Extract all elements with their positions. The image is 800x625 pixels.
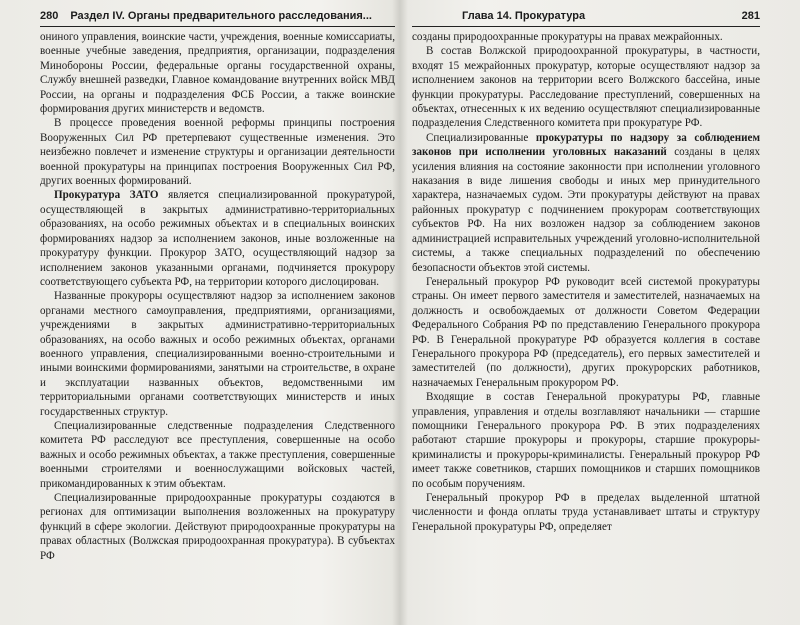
paragraph xyxy=(412,390,760,491)
bold-term: прокуратуры по надзору за соблюдением законов при исполнении уголовных наказаний xyxy=(412,131,760,159)
text-run: Специализированные следственные подразделения Следственного комитета РФ расследуют все преступления, совершенные на особо важных и особо режимных объектах, а также преступления, совершенные военными строителями и военнослужащими войсковых частей, прикомандированных к этим объектам. xyxy=(40,419,395,490)
left-page-number: 280 xyxy=(40,10,59,22)
paragraph xyxy=(412,275,760,390)
text-run: созданы в целях усиления влияния на состояние законности при исполнении уголовного наказания в виде лишения свободы и иных мер принудительного характера, назначаемых судом. Эти прокуратуры действуют на правах районных прокуратур с подчинением прокурорам соответствующих субъектов РФ. На них возложен надзор за соблюдением законов администрацией исправительных учреждений уголовно-исполнительной системы, а также специальных подразделений по обеспечению безопасности объектов этой системы. xyxy=(412,146,760,274)
text-run: Специализированные природоохранные прокуратуры создаются в регионах для оптимизации выполнения возложенных на прокуратуру функций в сфере экологии. Действуют природоохранные прокуратуры на правах областных (Волжская природоохранная прокуратура). В субъектах РФ xyxy=(40,492,395,562)
text-run: Входящие в состав Генеральной прокуратуры РФ, главные управления, управления и отделы возглавляют начальники — старшие помощники Генерального прокурора РФ. В этих подразделениях работают старшие прокуроры и прокуроры, старшие прокуроры-криминалисты и прокуроры-криминалисты. Генеральный прокурор РФ имеет также советников, старших помощников и старших помощников по особым поручениям. xyxy=(412,391,760,490)
paragraph xyxy=(412,44,760,130)
right-page xyxy=(412,6,760,621)
paragraph xyxy=(40,491,395,563)
paragraph xyxy=(40,289,395,419)
left-running-head: Раздел IV. Органы предварительного расследования... xyxy=(70,10,372,22)
right-page-number: 281 xyxy=(741,10,760,22)
text-run: ониного управления, воинские части, учреждения, военные комиссариаты, военные учебные заведения, предприятия, организации, подразделения Минобороны России, федеральные органы государственной охраны, Службу внешней разведки, Главное командование внутренних войск МВД России, на органы и подразделения ФСБ России, а также воинские формирования других министерств и ведомств. xyxy=(40,31,395,116)
text-run: Специализированные xyxy=(426,131,536,144)
paragraph xyxy=(40,419,395,491)
paragraph xyxy=(40,116,395,188)
paragraph xyxy=(40,188,395,289)
paragraph xyxy=(412,491,760,534)
text-run: является специализированной прокуратурой, осуществляющей в закрытых административно-территориальных образованиях, на особо режимных объектах и в специальных воинских формированиях надзор за исполнением законов, иные возложенные на прокуратуру функции. Прокурор ЗАТО, осуществляющий надзор за исполнением законов указанными органами, подчиняется прокурору соответствующего субъекта РФ, на территории которого дислоцирован. xyxy=(40,189,395,288)
right-page-body xyxy=(412,30,760,534)
right-page-header xyxy=(412,6,760,27)
bold-term: Прокуратура ЗАТО xyxy=(54,189,159,202)
right-running-head: Глава 14. Прокуратура xyxy=(462,10,586,22)
text-run: Генеральный прокурор РФ в пределах выделенной штатной численности и фонда оплаты труда устанавливает штаты и структуру Генеральной прокуратуры РФ, определяет xyxy=(412,492,760,533)
text-run: созданы природоохранные прокуратуры на правах межрайонных. xyxy=(412,31,723,43)
text-run: В состав Волжской природоохранной прокуратуры, в частности, входят 15 межрайонных прокуратур, которые осуществляют надзор за исполнением законов на территории всего Волжского бассейна, иные функции прокуратуры. Расследование преступлений, совершенных на объектах, отнесенных к их ведению осуществляют специализированные подразделения Следственного комитета при прокуратуре РФ. xyxy=(412,45,760,130)
left-page xyxy=(40,6,395,621)
left-page-body xyxy=(40,30,395,563)
left-page-header xyxy=(40,6,395,27)
paragraph xyxy=(412,131,760,275)
paragraph xyxy=(40,30,395,116)
text-run: Генеральный прокурор РФ руководит всей системой прокуратуры страны. Он имеет первого заместителя и заместителей, назначаемых на должность и освобождаемых от должности Советом Федерации Федерального Собрания РФ по представлению Генерального прокурора РФ. В Генеральной прокуратуре РФ образуется коллегия в составе Генерального прокурора РФ (председатель), его первых заместителей и заместителей (по должности), других прокурорских работников, назначаемых Генеральным прокурором РФ. xyxy=(412,275,760,389)
text-run: Названные прокуроры осуществляют надзор за исполнением законов органами местного самоуправления, предприятиями, организациями, учреждениями в закрытых административно-территориальных образованиях, на особо важных и особо режимных объектах, органами военного управления, специализированными военно-строительными и иными воинскими формированиями, занятыми на строительстве, в охране и эксплуатации названных объектов, ведомственными им территориальными органами соответствующих министерств и иных государственных структур. xyxy=(40,290,395,418)
text-run: В процессе проведения военной реформы принципы построения Вооруженных Сил РФ претерпевают существенные изменения. Это неизбежно повлечет и изменение структуры и организации деятельности военной прокуратуры на принципах построения Вооруженных Сил РФ, других военных формирований. xyxy=(40,117,395,188)
paragraph xyxy=(412,30,760,44)
